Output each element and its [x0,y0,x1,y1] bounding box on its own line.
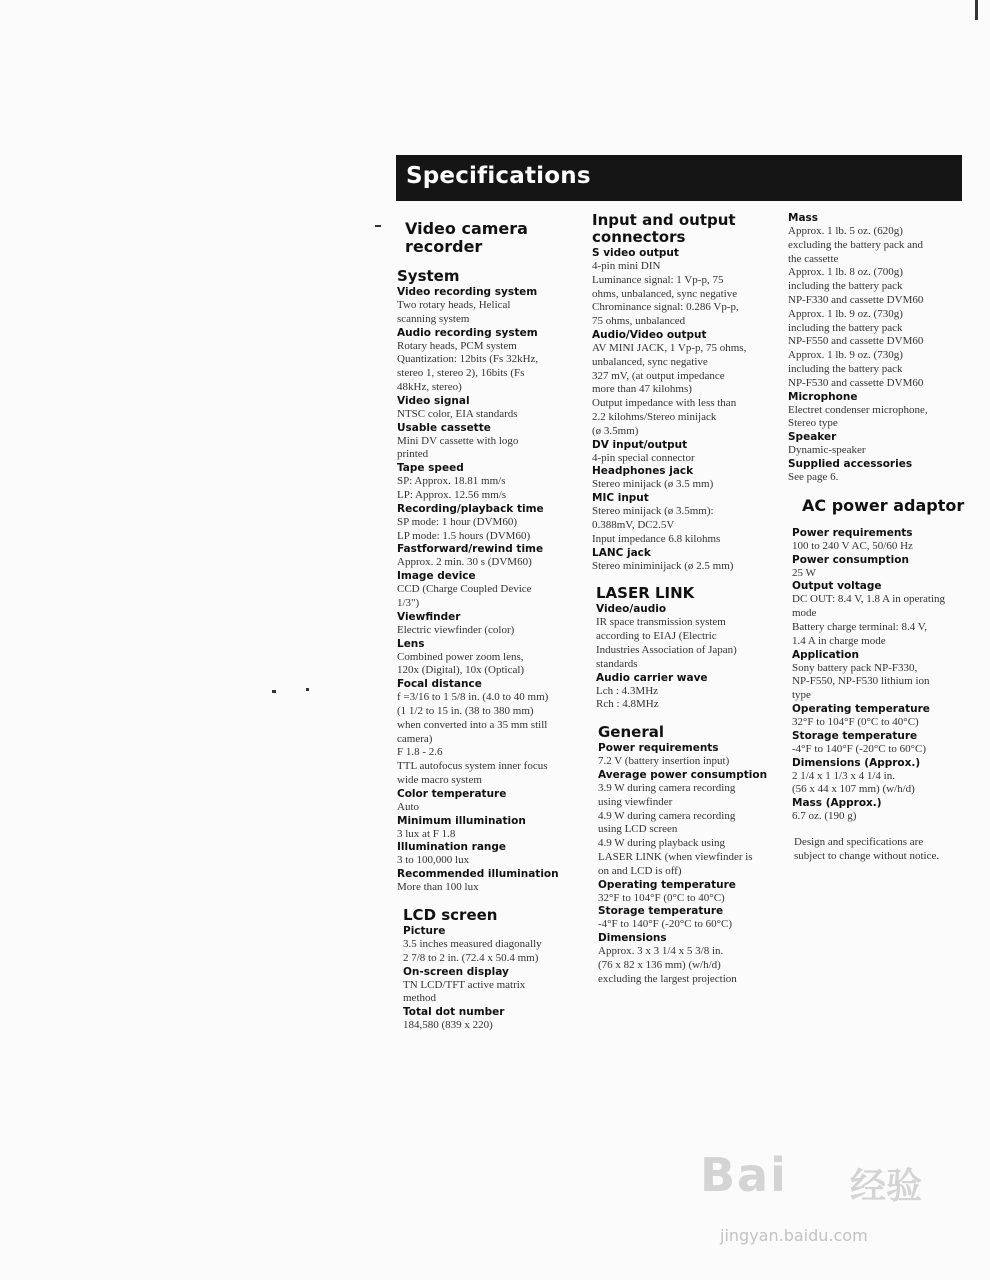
spec-item [792,703,968,730]
spec-section [397,268,582,895]
spec-section [592,724,772,986]
spec-value: -4°F to 140°F (-20°C to 60°C) [792,742,927,755]
watermark-cn-text: 经验 [850,1166,923,1207]
spec-value: 3.9 W during camera recording using viewfinder 4.9 W during camera recording using LCD screen 4.9 W during playback using LASER LINK (when viewfinder is on and LCD is off) [598,781,753,877]
spec-value: Two rotary heads, Helical scanning system [397,299,511,325]
spec-value: CCD (Charge Coupled Device 1/3") [397,583,532,609]
spec-item [592,465,772,492]
spec-value: Sony battery pack NP-F330, NP-F550, NP-F530 lithium ion type [792,661,930,702]
spec-item [397,395,582,422]
spec-value: 3.5 inches measured diagonally 2 7/8 to 2 in. (72.4 x 50.4 mm) [403,937,542,964]
scan-mark [375,225,381,227]
spec-item [397,815,582,842]
spec-value: DC OUT: 8.4 V, 1.8 A in operating mode Battery charge terminal: 8.4 V, 1.4 A in charge mode [792,593,946,647]
spec-value: 2 1/4 x 1 1/3 x 4 1/4 in. (56 x 44 x 107 mm) (w/h/d) [792,769,915,796]
spec-value: Combined power zoom lens, 120x (Digital), 10x (Optical) [397,650,525,677]
spec-label: Storage temperature [792,729,918,742]
spec-label: LANC jack [592,546,651,559]
scan-mark [306,688,309,691]
spec-label: Application [792,648,859,661]
spec-label: Tape speed [397,462,464,475]
spec-label: On-screen display [403,965,509,978]
spec-item [788,391,968,432]
section-title: LASER LINK [596,584,695,603]
spec-label: Audio carrier wave [596,671,708,684]
spec-value: 184,580 (839 x 220) [403,1019,493,1032]
spec-label: Illumination range [397,841,507,854]
spec-section [592,212,772,573]
spec-item [598,742,772,769]
spec-value: More than 100 lux [397,881,479,894]
spec-label: Minimum illumination [397,814,526,827]
spec-value: Rotary heads, PCM system Quantization: 12bits (Fs 32kHz, stereo 1, stereo 2), 16bits (Fs 48kHz, stereo) [397,339,539,393]
page-title: Specifications [406,163,591,189]
spec-item [397,788,582,815]
spec-value: 25 W [792,566,816,579]
spec-label: Fastforward/rewind time [397,543,544,556]
spec-item [598,879,772,906]
spec-label: Output voltage [792,580,882,593]
spec-label: Operating temperature [598,878,736,891]
spec-item [596,672,772,713]
spec-item [397,841,582,868]
spec-value: Electret condenser microphone, Stereo type [788,403,928,430]
baidu-watermark [700,1140,970,1270]
spec-item [592,492,772,546]
spec-item [397,462,582,503]
scan-mark [272,690,276,693]
spec-value: 100 to 240 V AC, 50/60 Hz [792,539,913,552]
spec-item [403,925,582,966]
spec-value: Auto [397,800,419,813]
spec-label: Operating temperature [792,702,930,715]
section-title: LCD screen [403,905,498,924]
spec-value: Dynamic-speaker [788,444,866,457]
spec-label: Mass (Approx.) [792,797,882,810]
spec-label: DV input/output [592,438,688,451]
spec-value: See page 6. [788,470,839,483]
spec-item [397,611,582,638]
spec-label: Audio/Video output [592,328,707,341]
spec-item [592,439,772,466]
spec-value: Electric viewfinder (color) [397,623,515,636]
spec-value: 3 lux at F 1.8 [397,827,456,840]
spec-value: 7.2 V (battery insertion input) [598,755,730,768]
spec-label: Power requirements [598,742,719,755]
spec-item [788,431,968,458]
spec-value: Stereo miniminijack (ø 2.5 mm) [592,559,734,572]
scan-mark [975,0,978,20]
spec-value: Approx. 2 min. 30 s (DVM60) [397,556,532,569]
spec-item [792,580,968,648]
spec-item [592,547,772,574]
spec-item [397,570,582,611]
spec-value: 4-pin mini DIN Luminance signal: 1 Vp-p, 75 ohms, unbalanced, sync negative Chrominance signal: 0.286 Vp-p, 75 ohms, unbalanced [592,260,739,328]
spec-label: Total dot number [403,1006,505,1019]
spec-label: Usable cassette [397,421,491,434]
spec-value: 32°F to 104°F (0°C to 40°C) [598,891,725,904]
spec-item [397,422,582,463]
spec-label: Picture [403,924,446,937]
spec-label: Recommended illumination [397,868,559,881]
spec-label: Viewfinder [397,610,461,623]
spec-value: SP mode: 1 hour (DVM60) LP mode: 1.5 hours (DVM60) [397,515,531,542]
spec-section [397,907,582,1033]
spec-label: Power requirements [792,526,913,539]
spec-value: Approx. 3 x 3 1/4 x 5 3/8 in. (76 x 82 x 136 mm) (w/h/d) excluding the largest projection [598,945,737,985]
spec-value: Approx. 1 lb. 5 oz. (620g) excluding the battery pack and the cassette Approx. 1 lb. 8 oz. (700g) including the battery pack NP-F330 and cassette DVM60 Approx. 1 lb. 9 oz. (730g) including the battery pack NP-F550 and cassette DVM60 Approx. 1 lb. 9 oz. (730g) including the battery pack NP-F530 and cassette DVM60 [788,225,924,389]
spec-item [397,543,582,570]
spec-value: 3 to 100,000 lux [397,854,470,867]
spec-label: Focal distance [397,678,482,691]
spec-item [592,247,772,329]
spec-item [792,797,968,824]
ac-adaptor-title: AC power adaptor [802,495,965,515]
section-title: System [397,267,460,285]
spec-value: IR space transmission system according to EIAJ (Electric Industries Association of Japan) standards [596,616,737,670]
spec-item [792,757,968,798]
spec-label: Power consumption [792,553,909,566]
spec-label: Dimensions [598,932,667,945]
section-title: General [598,723,664,742]
spec-label: S video output [592,247,679,259]
spec-value: 4-pin special connector [592,451,695,464]
spec-label: Video/audio [596,603,667,616]
spec-value: AV MINI JACK, 1 Vp-p, 75 ohms, unbalanced, sync negative 327 mV, (at output impedance more than 47 kilohms) Output impedance with less than 2.2 kilohms/Stereo minijack (ø 3.5mm) [592,341,747,437]
spec-item [792,649,968,703]
spec-item [598,905,772,932]
spec-item [403,1006,582,1033]
spec-item [792,730,968,757]
spec-label: Microphone [788,390,858,403]
spec-value: Mini DV cassette with logo printed [397,434,519,461]
spec-item [592,329,772,439]
spec-label: Video recording system [397,286,538,298]
spec-value: SP: Approx. 18.81 mm/s LP: Approx. 12.56 mm/s [397,475,507,501]
spec-value: f =3/16 to 1 5/8 in. (4.0 to 40 mm) (1 1/2 to 15 in. (38 to 380 mm) when converted into a 35 mm still camera) F 1.8 - 2.6 TTL autofocus system inner focus wide macro system [397,691,549,786]
spec-item [792,527,968,554]
watermark-logo-text: Bai [700,1148,788,1202]
spec-label: Color temperature [397,787,507,800]
column-connectors-general [592,212,772,986]
spec-item [397,327,582,395]
spec-item [397,868,582,895]
spec-item [788,458,968,485]
spec-item [598,769,772,879]
spec-label: Average power consumption [598,768,768,781]
main-title: Video camera recorder [405,219,528,256]
spec-item [397,638,582,679]
column-video-camera [397,220,582,1033]
spec-value: 32°F to 104°F (0°C to 40°C) [792,715,919,728]
spec-item [397,286,582,327]
specifications-banner [396,155,962,201]
spec-value: TN LCD/TFT active matrix method [403,978,526,1005]
spec-value: Stereo minijack (ø 3.5mm): 0.388mV, DC2.5V Input impedance 6.8 kilohms [592,505,721,545]
spec-value: NTSC color, EIA standards [397,407,518,420]
spec-label: Storage temperature [598,905,724,918]
disclaimer-note: Design and specifications are subject to change without notice. [794,835,940,862]
spec-label: Supplied accessories [788,457,913,470]
spec-value: Stereo minijack (ø 3.5 mm) [592,478,714,491]
spec-item [788,212,968,391]
spec-value: 6.7 oz. (190 g) [792,810,857,823]
spec-label: Mass [788,212,819,224]
spec-item [397,503,582,544]
spec-item [596,603,772,671]
section-title: Input and output connectors [592,211,736,246]
watermark-url: jingyan.baidu.com [720,1226,868,1245]
spec-label: Speaker [788,431,837,444]
spec-label: Headphones jack [592,465,694,478]
spec-label: Image device [397,570,476,583]
spec-label: Recording/playback time [397,502,544,515]
spec-label: Audio recording system [397,326,538,339]
spec-label: MIC input [592,492,649,505]
spec-item [403,966,582,1007]
spec-label: Lens [397,637,425,650]
spec-section [592,585,772,712]
spec-value: -4°F to 140°F (-20°C to 60°C) [598,918,733,931]
column-mass-ac-adaptor [788,212,968,864]
spec-item [598,932,772,986]
spec-item [792,554,968,581]
spec-label: Video signal [397,394,470,407]
spec-label: Dimensions (Approx.) [792,756,921,769]
spec-value: Lch : 4.3MHz Rch : 4.8MHz [596,684,659,711]
spec-item [397,678,582,788]
